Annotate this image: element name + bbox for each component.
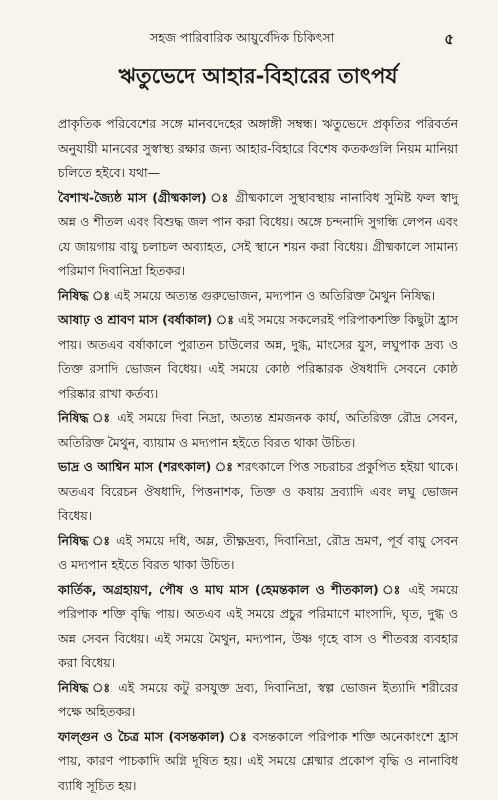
paragraph-text: বসন্তকালে পরিপাক শক্তি অনেকাংশে হ্রাস পায়, কারণ পাচকাদি অগ্নি দূষিত হয়। এই সময়ে শ্লেষ্মার প্রকোপ বৃদ্ধি ও নানাবিধ ব্যাধি সূচিত হয়। xyxy=(58,728,458,793)
paragraph-monsoon xyxy=(58,308,458,406)
paragraph-label: ফাল্গুন ও চৈত্র মাস (বসন্তকাল) ঃ xyxy=(58,728,248,744)
paragraph-label: ভাদ্র ও আশ্বিন মাস (শরৎকাল) ঃ xyxy=(58,459,234,474)
paragraph-intro xyxy=(58,112,458,186)
paragraph-label: নিষিদ্ধ ঃ xyxy=(58,679,113,695)
paragraph-label: নিষিদ্ধ ঃ xyxy=(58,287,111,303)
paragraph-summer xyxy=(58,186,458,284)
paragraph-text: এই সময়ে কটু রসযুক্ত দ্রব্য, দিবানিদ্রা, স্বল্প ভোজন ইত্যাদি শরীরের পক্ষে অহিতকর। xyxy=(58,679,458,719)
paragraph-text: এই সময়ে সকলেরই পরিপাকশক্তি কিছুটা হ্রাস পায়। অতএব বর্ষাকালে পুরাতন চাউলের অন্ন, দুগ্ধ, মাংসের যুস, লঘুপাক দ্রব্য ও তিক্ত রসাদি ভোজন বিধেয়। এই সময়ে কোষ্ঠ পরিষ্কারক ঔষধাদি সেবনে কোষ্ঠ পরিষ্কার রাখা কর্তব্য। xyxy=(58,312,458,401)
paragraph-monsoon-prohibited xyxy=(58,406,458,455)
paragraph-winter-prohibited xyxy=(58,676,458,725)
paragraph-label: নিষিদ্ধ ঃ xyxy=(58,410,112,425)
paragraph-text: এই সময়ে পরিপাক শক্তি বৃদ্ধি পায়। অতএব এই সময়ে প্রচুর পরিমাণে মাংসাদি, ঘৃত, দুগ্ধ ও অন্ন সেবন বিধেয়। এই সময়ে মৈথুন, মদ্যপান, উষ্ণ গৃহে বাস ও শীতবস্ত্র ব্যবহার করা বিধেয়। xyxy=(58,581,458,670)
chapter-title: ঋতুভেদে আহার-বিহারের তাৎপর্য xyxy=(118,64,398,88)
paragraph-label: নিষিদ্ধ ঃ xyxy=(58,532,112,548)
paragraph-label: কার্তিক, অগ্রহায়ণ, পৌষ ও মাঘ মাস (হেমন্তকাল ও শীতকাল) ঃ xyxy=(58,581,403,597)
paragraph-text: এই সময়ে অত্যন্ত গুরুভোজন, মদ্যপান ও অতিরিক্ত মৈথুন নিষিদ্ধ। xyxy=(110,287,436,303)
paragraph-text: এই সময়ে দিবা নিদ্রা, অত্যন্ত শ্রমজনক কার্য, অতিরিক্ত রৌদ্র সেবন, অতিরিক্ত মৈথুন, ব্যায়াম ও মদ্যপান হইতে বিরত থাকা উচিত। xyxy=(58,410,458,450)
paragraph-spring xyxy=(58,725,458,799)
paragraph-winter xyxy=(58,578,458,676)
body-text xyxy=(58,112,458,798)
paragraph-autumn-prohibited xyxy=(58,529,458,578)
running-title: সহজ পারিবারিক আয়ুর্বেদিক চিকিৎসা xyxy=(150,30,335,45)
paragraph-text: গ্রীষ্মকালে সুস্থাবস্থায় নানাবিধ সুমিষ্ট ফল স্বাদু অন্ন ও শীতল এবং বিশুদ্ধ জল পান করা বিধেয়। অঙ্গে চন্দনাদি সুগন্ধি লেপন এবং যে জায়গায় বায়ু চলাচল অব্যাহত, সেই স্থানে শয়ন করা বিধেয়। গ্রীষ্মকালে সামান্য পরিমাণ দিবানিদ্রা হিতকর। xyxy=(58,189,458,278)
page-number: ৫ xyxy=(444,30,454,48)
paragraph-summer-prohibited xyxy=(58,284,458,309)
paragraph-text: প্রাকৃতিক পরিবেশের সঙ্গে মানবদেহের অঙ্গাঙ্গী সম্বন্ধ। ঋতুভেদে প্রকৃতির পরিবর্তন অনুযায়ী মানবের সুস্বাস্থ্য রক্ষার জন্য আহার-বিহারে বিশেষ কতকগুলি নিয়ম মানিয়া চলিতে হইবে। যথা— xyxy=(58,116,458,180)
paragraph-text: শরৎকালে পিত্ত সচরাচর প্রকুপিত হইয়া থাকে। অতএব বিরেচন ঔষধাদি, পিত্তনাশক, তিক্ত ও কষায় দ্রব্যাদি এবং লঘু ভোজন বিধেয়। xyxy=(58,459,459,523)
paragraph-autumn xyxy=(58,455,458,529)
paragraph-label: বৈশাখ-জ্যৈষ্ঠ মাস (গ্রীষ্মকাল) ঃ xyxy=(58,189,230,205)
paragraph-label: আষাঢ় ও শ্রাবণ মাস (বর্ষাকাল) ঃ xyxy=(58,312,234,327)
paragraph-text: এই সময়ে দধি, অম্ল, তীক্ষ্ণদ্রব্য, দিবানিদ্রা, রৌদ্র ভ্রমণ, পূর্ব বায়ু সেবন ও মদ্যপান হইতে বিরত থাকা উচিত। xyxy=(58,532,458,572)
running-head xyxy=(58,30,458,52)
